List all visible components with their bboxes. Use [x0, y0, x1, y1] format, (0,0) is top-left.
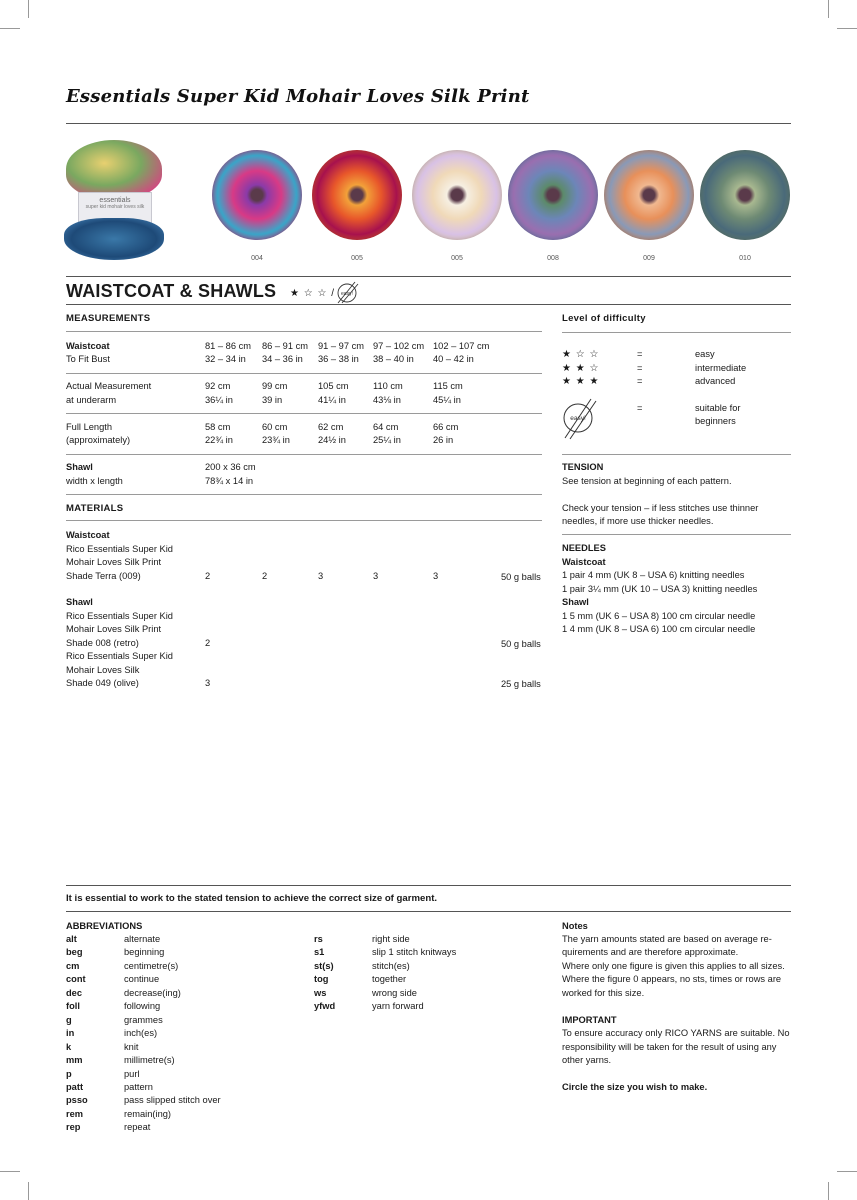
important-text: responsibility will be taken for the result of using any	[562, 1042, 777, 1052]
abbreviation-term: alt	[66, 934, 77, 944]
product-label-brand: essentials	[99, 197, 131, 204]
abbreviation-term: foll	[66, 1001, 80, 1012]
materials-heading: MATERIALS	[66, 503, 124, 514]
abbreviation-term: patt	[66, 1081, 84, 1092]
crop-mark	[0, 28, 20, 29]
actual-label: Actual Measurement	[66, 381, 152, 391]
materials-unit: 50 g balls	[501, 639, 541, 649]
tension-text: See tension at beginning of each pattern.	[562, 476, 732, 486]
materials-qty: 3	[318, 571, 324, 581]
swatch-code: 009	[643, 255, 655, 262]
abbreviation-term: mm	[66, 1055, 83, 1066]
divider	[66, 494, 542, 495]
easy-badge-icon	[561, 396, 597, 440]
abbreviation-definition: purl	[124, 1068, 140, 1079]
abbreviation-term: yfwd	[314, 1001, 336, 1012]
size-value: 102 – 107 cm	[433, 341, 490, 351]
materials-unit: 50 g balls	[501, 572, 541, 582]
needles-text: 1 pair 4 mm (UK 8 – USA 6) knitting needles	[562, 570, 745, 580]
shawl-sub-label: width x length	[66, 476, 123, 486]
difficulty-stars: ★ ☆ ☆	[562, 349, 600, 360]
abbreviation-definition: knit	[124, 1041, 139, 1052]
tension-text: Check your tension – if less stitches use thinner	[562, 503, 759, 513]
divider	[562, 534, 791, 535]
materials-text: Mohair Loves Silk	[66, 665, 140, 675]
size-value: 115 cm	[433, 381, 463, 391]
abbreviation-definition: remain(ing)	[124, 1108, 172, 1119]
pattern-title: WAISTCOAT & SHAWLS	[66, 281, 277, 301]
difficulty-label: suitable for	[695, 403, 741, 413]
size-value: 43⅛ in	[373, 395, 401, 405]
notes-text: quirements and are therefore approximate.	[562, 947, 739, 957]
divider	[562, 454, 791, 455]
materials-qty: 3	[433, 571, 439, 581]
shawl-label: Shawl	[66, 462, 93, 472]
crop-mark	[28, 0, 29, 18]
important-text: other yarns.	[562, 1055, 612, 1065]
divider	[562, 332, 791, 333]
swatch-code: 005	[451, 255, 463, 262]
materials-qty: 2	[205, 638, 211, 648]
divider	[66, 304, 791, 305]
swatch-code: 010	[739, 255, 751, 262]
materials-waistcoat-label: Waistcoat	[66, 530, 110, 540]
abbreviation-term: cont	[66, 974, 86, 985]
shawl-cm: 200 x 36 cm	[205, 462, 256, 472]
materials-unit: 25 g balls	[501, 679, 541, 689]
materials-text: Rico Essentials Super Kid	[66, 544, 173, 554]
size-value: 58 cm	[205, 422, 231, 432]
size-value: 81 – 86 cm	[205, 341, 251, 351]
swatch-code: 004	[251, 255, 263, 262]
crop-mark	[828, 1182, 829, 1200]
shawl-in: 78¾ x 14 in	[205, 476, 254, 486]
abbreviation-definition: together	[372, 974, 407, 985]
divider	[66, 911, 791, 912]
swatch-code: 005	[351, 255, 363, 262]
easy-badge-icon	[335, 280, 359, 304]
size-value: 110 cm	[373, 381, 403, 391]
materials-text: Shade 008 (retro)	[66, 638, 139, 648]
size-value: 41¼ in	[318, 395, 346, 405]
abbreviation-definition: alternate	[124, 934, 161, 944]
abbreviation-definition: yarn forward	[372, 1001, 424, 1012]
actual-label-sub: at underarm	[66, 395, 117, 405]
needles-text: 1 4 mm (UK 8 – USA 6) 100 cm circular needle	[562, 624, 756, 634]
size-value: 24½ in	[318, 435, 346, 445]
abbreviation-definition: repeat	[124, 1122, 151, 1133]
abbreviation-definition: stitch(es)	[372, 960, 410, 971]
svg-text:easy!: easy!	[570, 415, 586, 422]
needles-shawl-label: Shawl	[562, 597, 589, 607]
crop-mark	[837, 1171, 857, 1172]
size-value: 86 – 91 cm	[262, 341, 308, 351]
abbreviation-definition: grammes	[124, 1014, 163, 1025]
abbreviation-term: dec	[66, 987, 83, 998]
abbreviation-definition: millimetre(s)	[124, 1055, 175, 1066]
waistcoat-label: Waistcoat	[66, 341, 110, 351]
difficulty-eq: =	[637, 349, 643, 359]
crop-mark	[28, 1182, 29, 1200]
abbreviation-definition: centimetre(s)	[124, 960, 179, 971]
abbreviations-heading: ABBREVIATIONS	[66, 921, 143, 931]
measurements-heading: MEASUREMENTS	[66, 313, 151, 324]
circle-size-note: Circle the size you wish to make.	[562, 1082, 708, 1092]
size-value: 26 in	[433, 435, 454, 445]
size-value: 91 – 97 cm	[318, 341, 364, 351]
abbreviation-term: st(s)	[314, 960, 334, 971]
abbreviation-definition: decrease(ing)	[124, 987, 181, 998]
yarn-swatch	[212, 150, 302, 240]
abbreviation-term: k	[66, 1041, 72, 1052]
divider	[66, 331, 542, 332]
needles-text: 1 5 mm (UK 6 – USA 8) 100 cm circular needle	[562, 611, 756, 621]
length-label-sub: (approximately)	[66, 435, 131, 445]
difficulty-stars: ★ ★ ★	[562, 376, 600, 387]
size-value: 45¼ in	[433, 395, 461, 405]
tension-text: needles, if more use thicker needles.	[562, 516, 714, 526]
crop-mark	[837, 28, 857, 29]
bust-label: To Fit Bust	[66, 354, 110, 364]
divider	[66, 520, 542, 521]
difficulty-stars: ★ ★ ☆	[562, 362, 600, 374]
difficulty-label: advanced	[695, 376, 736, 386]
abbreviation-definition: right side	[372, 934, 410, 944]
materials-qty: 2	[262, 571, 268, 581]
product-yarn-photo	[64, 138, 164, 260]
divider	[66, 413, 542, 414]
difficulty-label: easy	[695, 349, 715, 359]
difficulty-label: intermediate	[695, 362, 747, 373]
difficulty-heading: Level of difficulty	[562, 313, 646, 324]
divider	[66, 885, 791, 886]
essential-note: It is essential to work to the stated tension to achieve the correct size of garment.	[66, 893, 438, 904]
yarn-swatch	[412, 150, 502, 240]
svg-text:easy!: easy!	[341, 291, 353, 297]
size-value: 25¼ in	[373, 435, 401, 445]
tension-heading: TENSION	[562, 462, 604, 472]
notes-text: worked for this size.	[562, 988, 645, 998]
difficulty-label: beginners	[695, 416, 736, 426]
abbreviation-definition: pattern	[124, 1081, 153, 1092]
materials-text: Rico Essentials Super Kid	[66, 611, 173, 621]
crop-mark	[828, 0, 829, 18]
size-value: 40 – 42 in	[433, 354, 474, 364]
pattern-rating: ★ ☆ ☆ /	[290, 288, 336, 299]
size-value: 62 cm	[318, 422, 344, 432]
yarn-swatch	[700, 150, 790, 240]
size-value: 36¼ in	[205, 395, 233, 405]
size-value: 99 cm	[262, 381, 288, 391]
materials-shawl-label: Shawl	[66, 597, 93, 607]
abbreviation-term: in	[66, 1028, 75, 1039]
size-value: 64 cm	[373, 422, 399, 432]
size-value: 92 cm	[205, 381, 231, 391]
divider	[66, 123, 791, 124]
abbreviation-definition: wrong side	[372, 987, 417, 998]
brand-title: Essentials Super Kid Mohair Loves Silk Print	[66, 86, 530, 107]
difficulty-eq: =	[637, 403, 643, 413]
important-text: To ensure accuracy only RICO YARNS are suitable. No	[562, 1028, 790, 1038]
abbreviation-definition: slip 1 stitch knitways	[372, 947, 457, 958]
divider	[66, 276, 791, 277]
materials-text: Rico Essentials Super Kid	[66, 651, 173, 661]
needles-waistcoat-label: Waistcoat	[562, 557, 606, 567]
materials-text: Mohair Loves Silk Print	[66, 557, 162, 567]
size-value: 60 cm	[262, 422, 288, 432]
materials-qty: 2	[205, 571, 211, 581]
size-value: 36 – 38 in	[318, 354, 359, 364]
product-label-name: super kid mohair loves silk	[85, 204, 145, 210]
materials-qty: 3	[373, 571, 379, 581]
abbreviation-definition: following	[124, 1001, 161, 1012]
size-value: 34 – 36 in	[262, 354, 303, 364]
abbreviation-definition: pass slipped stitch over	[124, 1095, 221, 1106]
needles-text: 1 pair 3¼ mm (UK 10 – USA 3) knitting needles	[562, 584, 758, 594]
abbreviation-term: rs	[314, 934, 323, 944]
important-heading: IMPORTANT	[562, 1015, 617, 1025]
materials-text: Shade 049 (olive)	[66, 678, 139, 688]
notes-text: Where the figure 0 appears, no sts, times or rows are	[562, 974, 782, 984]
abbreviation-term: beg	[66, 947, 83, 958]
yarn-swatch	[508, 150, 598, 240]
swatch-code: 008	[547, 255, 559, 262]
abbreviation-term: g	[66, 1014, 72, 1025]
materials-text: Shade Terra (009)	[66, 571, 141, 581]
size-value: 32 – 34 in	[205, 354, 246, 364]
size-value: 23¾ in	[262, 435, 290, 445]
needles-heading: NEEDLES	[562, 543, 606, 553]
difficulty-eq: =	[637, 376, 643, 386]
size-value: 97 – 102 cm	[373, 341, 425, 351]
abbreviation-term: s1	[314, 947, 325, 958]
crop-mark	[0, 1171, 20, 1172]
size-value: 22¾ in	[205, 435, 233, 445]
notes-text: Where only one figure is given this applies to all sizes.	[562, 961, 785, 971]
abbreviation-term: p	[66, 1068, 72, 1079]
materials-text: Mohair Loves Silk Print	[66, 624, 162, 634]
divider	[66, 454, 542, 455]
abbreviation-definition: continue	[124, 974, 160, 985]
abbreviation-definition: inch(es)	[124, 1028, 158, 1039]
yarn-swatch	[604, 150, 694, 240]
notes-text: The yarn amounts stated are based on average re-	[562, 934, 772, 944]
notes-heading: Notes	[562, 921, 588, 931]
size-value: 39 in	[262, 395, 283, 405]
materials-qty: 3	[205, 678, 211, 688]
size-value: 105 cm	[318, 381, 349, 391]
abbreviation-term: cm	[66, 960, 80, 971]
abbreviation-term: rep	[66, 1122, 81, 1133]
divider	[66, 373, 542, 374]
length-label: Full Length	[66, 422, 112, 432]
size-value: 38 – 40 in	[373, 354, 414, 364]
difficulty-eq: =	[637, 362, 643, 373]
yarn-swatch	[312, 150, 402, 240]
abbreviation-definition: beginning	[124, 947, 165, 958]
abbreviation-term: rem	[66, 1108, 84, 1119]
size-value: 66 cm	[433, 422, 459, 432]
abbreviation-term: tog	[314, 974, 329, 985]
abbreviation-term: ws	[314, 987, 327, 998]
abbreviation-term: psso	[66, 1095, 88, 1106]
